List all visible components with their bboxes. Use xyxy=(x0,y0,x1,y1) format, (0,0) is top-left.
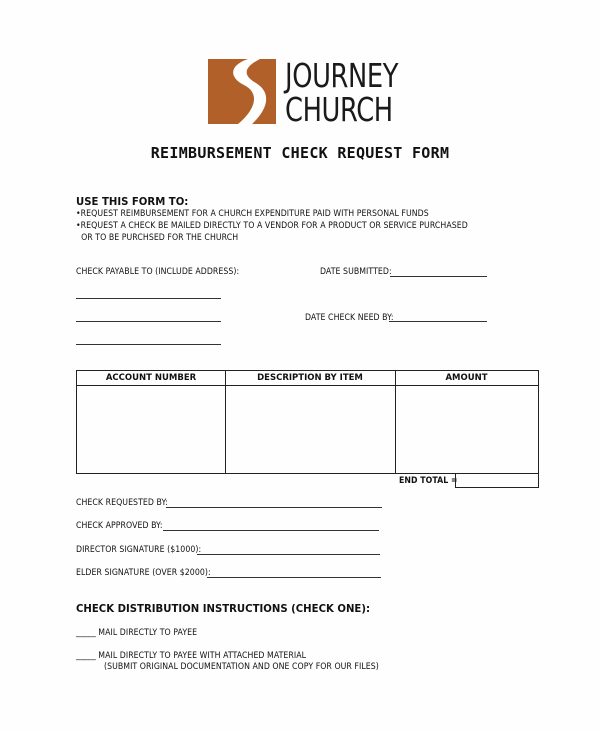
requested-by-field[interactable] xyxy=(166,507,382,508)
approved-by-label: CHECK APPROVED BY: xyxy=(76,521,163,531)
end-total-field[interactable] xyxy=(455,473,539,488)
intro-heading: USE THIS FORM TO: xyxy=(76,195,189,208)
expense-table xyxy=(76,370,539,474)
approved-by-field[interactable] xyxy=(163,530,379,531)
payee-address-line-3[interactable] xyxy=(76,344,221,345)
director-signature-label: DIRECTOR SIGNATURE ($1000): xyxy=(76,545,202,555)
intro-line-1: •REQUEST REIMBURSEMENT FOR A CHURCH EXPENDITURE PAID WITH PERSONAL FUNDS xyxy=(76,209,429,219)
payee-address-line-2[interactable] xyxy=(76,321,221,322)
description-cell[interactable] xyxy=(226,387,395,472)
page-title: REIMBURSEMENT CHECK REQUEST FORM xyxy=(150,144,450,162)
logo-text-church: CHURCH xyxy=(285,90,393,129)
end-total-label: END TOTAL = xyxy=(399,476,458,486)
date-submitted-label: DATE SUBMITTED: xyxy=(320,267,392,277)
director-signature-field[interactable] xyxy=(197,554,380,555)
elder-signature-field[interactable] xyxy=(207,577,381,578)
distribution-heading: CHECK DISTRIBUTION INSTRUCTIONS (CHECK ONE): xyxy=(76,602,371,615)
logo-text-journey: JOURNEY xyxy=(285,56,399,95)
distribution-option-note: (SUBMIT ORIGINAL DOCUMENTATION AND ONE COPY FOR OUR FILES) xyxy=(104,662,379,672)
table-header-amount: AMOUNT xyxy=(445,373,488,383)
distribution-option-mail-with-material[interactable]: _____ MAIL DIRECTLY TO PAYEE WITH ATTACHED MATERIAL xyxy=(76,651,307,661)
account-number-cell[interactable] xyxy=(78,387,225,472)
winding-road-logo-icon xyxy=(208,59,276,124)
check-payable-label: CHECK PAYABLE TO (INCLUDE ADDRESS): xyxy=(76,267,240,277)
amount-cell[interactable] xyxy=(396,387,537,472)
intro-line-3: OR TO BE PURCHSED FOR THE CHURCH xyxy=(76,233,239,243)
elder-signature-label: ELDER SIGNATURE (OVER $2000): xyxy=(76,568,211,578)
table-header-description: DESCRIPTION BY ITEM xyxy=(257,373,363,383)
table-header-account-number: ACCOUNT NUMBER xyxy=(105,373,197,383)
requested-by-label: CHECK REQUESTED BY: xyxy=(76,498,168,508)
date-check-need-field[interactable] xyxy=(389,321,487,322)
date-submitted-field[interactable] xyxy=(390,276,487,277)
intro-line-2: •REQUEST A CHECK BE MAILED DIRECTLY TO A VENDOR FOR A PRODUCT OR SERVICE PURCHASED xyxy=(76,221,468,231)
payee-address-line-1[interactable] xyxy=(76,298,221,299)
distribution-option-mail-payee[interactable]: _____ MAIL DIRECTLY TO PAYEE xyxy=(76,628,198,638)
date-check-need-label: DATE CHECK NEED BY: xyxy=(305,313,394,323)
